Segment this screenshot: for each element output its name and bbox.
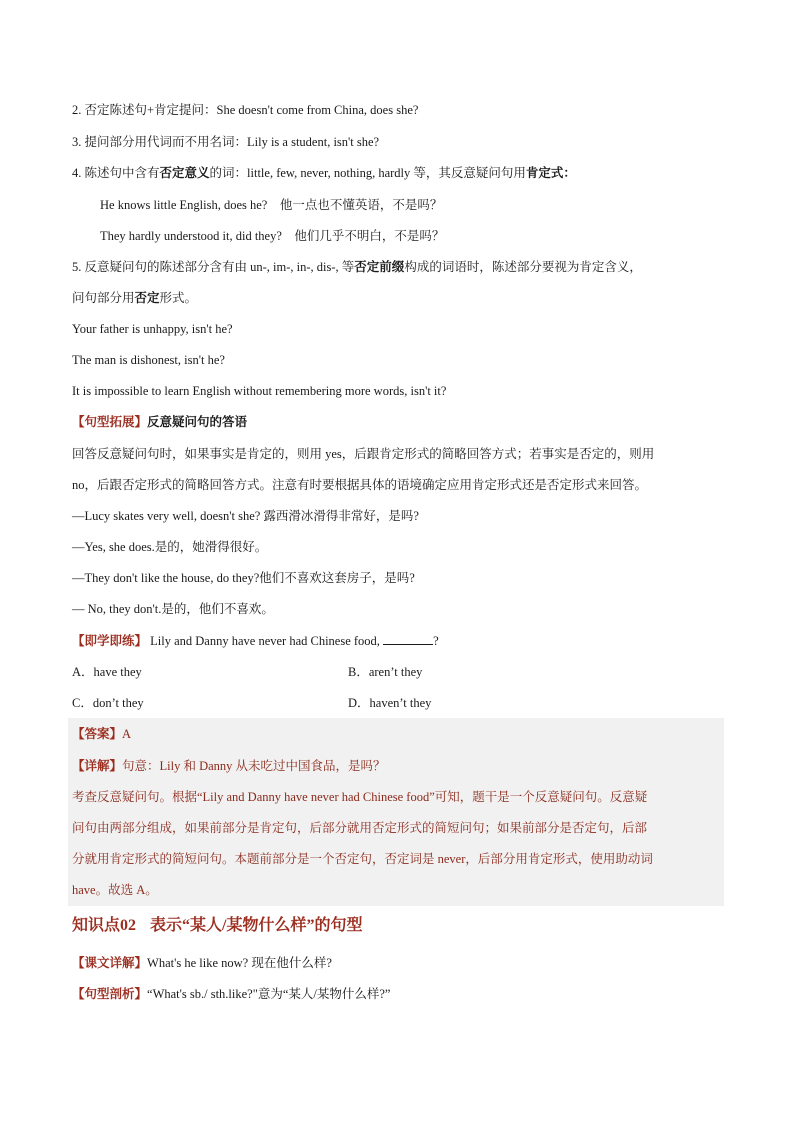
rule-5-line-2: 问句部分用否定形式。 [72,291,198,305]
dialogue-line-3: —They don't like the house, do they?他们不喜欢这套房子，是吗? [72,571,415,585]
option-c[interactable]: C．don’t they [72,696,144,710]
explanation-line-4: have。故选 A。 [72,883,158,897]
rule-4-example-1: He knows little English, does he? 他一点也不懂英语，不是吗？ [100,198,443,212]
answer-box [68,718,724,906]
rule-4-example-2: They hardly understood it, did they? 他们几乎不明白，不是吗？ [100,229,445,243]
example-sentence-3: It is impossible to learn English without remembering more words, isn't it? [72,384,447,398]
rule-4: 4. 陈述句中含有否定意义的词：little, few, never, nothing, hardly 等，其反意疑问句用肯定式： [72,166,576,180]
dialogue-line-1: —Lucy skates very well, doesn't she? 露西滑冰滑得非常好，是吗? [72,509,419,523]
pattern-analysis: 【句型剖析】“What's sb./ sth.like?"意为“某人/某物什么样?” [72,987,391,1001]
answer-blank [383,632,433,645]
explanation-line-3: 分就用肯定形式的简短问句。本题前部分是一个否定句，否定词是 never，后部分用肯定形式，使用助动词 [72,852,653,866]
option-a[interactable]: A．have they [72,665,142,679]
explanation-line-1: 考查反意疑问句。根据“Lily and Danny have never had Chinese food”可知，题干是一个反意疑问句。反意疑 [72,790,648,804]
practice-question: 【即学即练】 Lily and Danny have never had Chinese food, ? [72,634,439,648]
rule-3: 3. 提问部分用代词而不用名词：Lily is a student, isn't she? [72,135,380,149]
example-sentence-1: Your father is unhappy, isn't he? [72,322,233,336]
answer-detail-heading: 【详解】句意：Lily 和 Danny 从未吃过中国食品，是吗？ [72,759,386,773]
option-b[interactable]: B．aren’t they [348,665,423,679]
rule-5-line-1: 5. 反意疑问句的陈述部分含有由 un-, im-, in-, dis-, 等否定前缀构成的词语时，陈述部分要视为肯定含义， [72,260,642,274]
explanation-line-2: 问句由两部分组成，如果前部分是肯定句，后部分就用否定形式的简短问句；如果前部分是否定句，后部 [72,821,648,835]
extension-paragraph-line-1: 回答反意疑问句时，如果事实是肯定的，则用 yes，后跟肯定形式的简略回答方式；若事实是否定的，则用 [72,447,655,461]
example-sentence-2: The man is dishonest, isn't he? [72,353,225,367]
lesson-detail: 【课文详解】What's he like now? 现在他什么样? [72,956,332,970]
section-heading [72,914,362,938]
option-d[interactable]: D．haven’t they [348,696,432,710]
dialogue-line-4: — No, they don't.是的，他们不喜欢。 [72,602,274,616]
dialogue-line-2: —Yes, she does.是的，她滑得很好。 [72,540,268,554]
extension-paragraph-line-2: no，后跟否定形式的简略回答方式。注意有时要根据具体的语境确定应用肯定形式还是否定形式来回答。 [72,478,648,492]
extension-heading: 【句型拓展】反意疑问句的答语 [72,415,248,429]
answer-line: 【答案】A [72,727,132,741]
section-number: 知识点02 [72,917,137,934]
rule-2: 2. 否定陈述句+肯定提问：She doesn't come from China, does she? [72,103,419,117]
section-title: 表示“某人/某物什么样”的句型 [150,917,363,934]
